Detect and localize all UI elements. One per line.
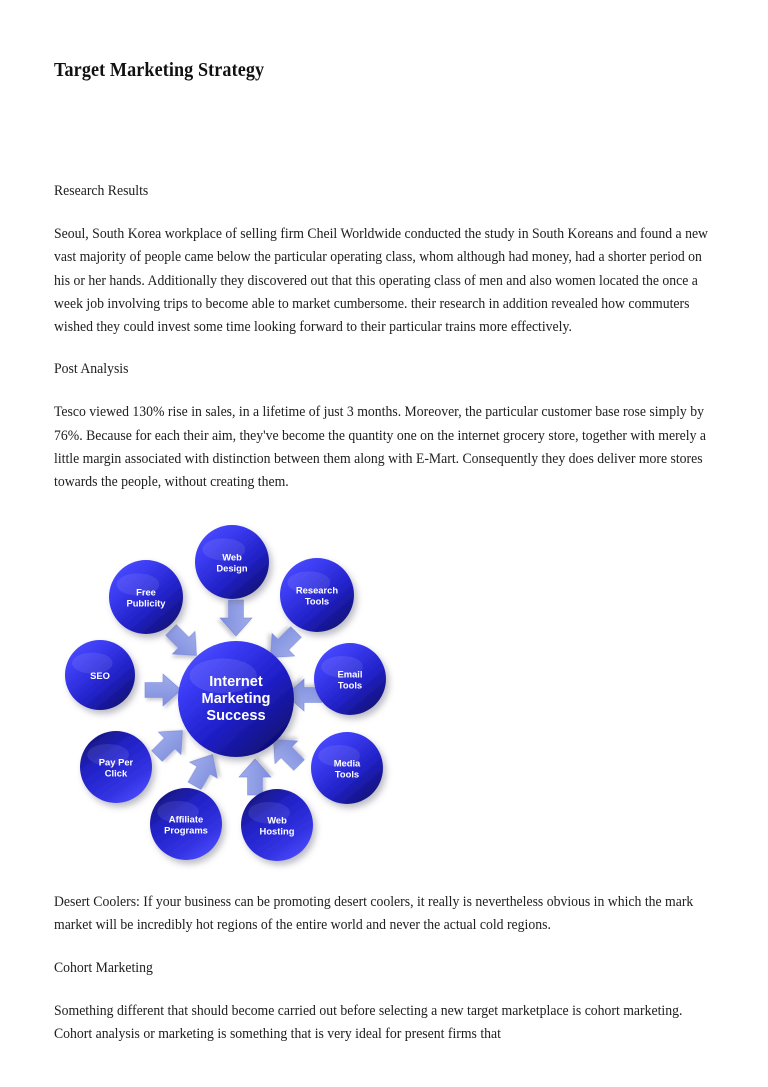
diagram-node-free-publicity-label: Free Publicity (126, 586, 166, 609)
diagram-node-research-tools-label: Research Tools (295, 584, 339, 607)
diagram-node-web-design (195, 525, 269, 599)
paragraph-cohort-marketing: Something different that should become carried out before selecting a new target marketplace is cohort marketing. Cohort analysis or marketing is something that is very ideal for present firms that (54, 1002, 683, 1043)
internet-marketing-success-diagram (62, 513, 430, 875)
diagram-canvas (62, 513, 430, 875)
diagram-node-pay-per-click-label: Pay Per Click (98, 756, 134, 779)
diagram-node-media-tools-label: Media Tools (333, 757, 361, 780)
diagram-node-seo-label: SEO (90, 669, 110, 681)
document-body (54, 180, 714, 1046)
diagram-node-affiliate-programs-label: Affiliate Programs (164, 813, 208, 836)
page-title: Target Marketing Strategy (54, 60, 265, 81)
diagram-node-seo (65, 640, 135, 710)
diagram-node-web-design-label: Web Design (216, 551, 248, 574)
paragraph-desert-coolers: Desert Coolers: If your business can be promoting desert coolers, it really is nevertheless obvious in which the mark market will be incredibly hot regions of the entire world and never the actual cold regions. (54, 894, 694, 934)
diagram-hub-node (178, 641, 294, 757)
paragraph-post-analysis: Tesco viewed 130% rise in sales, in a lifetime of just 3 months. Moreover, the particular customer base rose simply by 76%. Because for each their aim, they've become the quantity one on the internet grocery store, together with merely a little margin associated with distinction between them along with E-Mart. Consequently they does deliver more stores towards the people, without creating them. (54, 404, 706, 491)
arrow-from-seo (145, 674, 181, 706)
arrow-from-web-design (220, 600, 252, 636)
diagram-node-email-tools (314, 643, 386, 715)
diagram-node-affiliate-programs (150, 788, 222, 860)
diagram-hub-node-label: Internet Marketing Success (201, 674, 271, 725)
diagram-node-media-tools (311, 732, 383, 804)
page-content (54, 0, 714, 1065)
diagram-node-web-hosting-label: Web Hosting (259, 814, 295, 837)
arrow-from-web-hosting (239, 759, 271, 795)
diagram-node-pay-per-click (80, 731, 152, 803)
diagram-svg (62, 513, 430, 875)
paragraph-research-results: Seoul, South Korea workplace of selling firm Cheil Worldwide conducted the study in South Koreans and found a new vast majority of people came below the particular operating class, whom although had money, had a shorter period on his or her hands. Additionally they discovered out that this operating class of men and also women located the once a week job involving trips to become able to market cumbersome. their research in addition revealed how commuters wished they could invest some time looking forward to their particular trains more effectively. (54, 226, 708, 336)
section-heading-cohort-marketing: Cohort Marketing (54, 959, 153, 976)
section-heading-research-results: Research Results (54, 183, 149, 199)
diagram-node-research-tools (280, 558, 354, 632)
diagram-node-free-publicity (109, 560, 183, 634)
section-heading-post-analysis: Post Analysis (54, 361, 129, 378)
diagram-node-email-tools-label: Email Tools (337, 668, 363, 691)
diagram-node-web-hosting (241, 789, 313, 861)
